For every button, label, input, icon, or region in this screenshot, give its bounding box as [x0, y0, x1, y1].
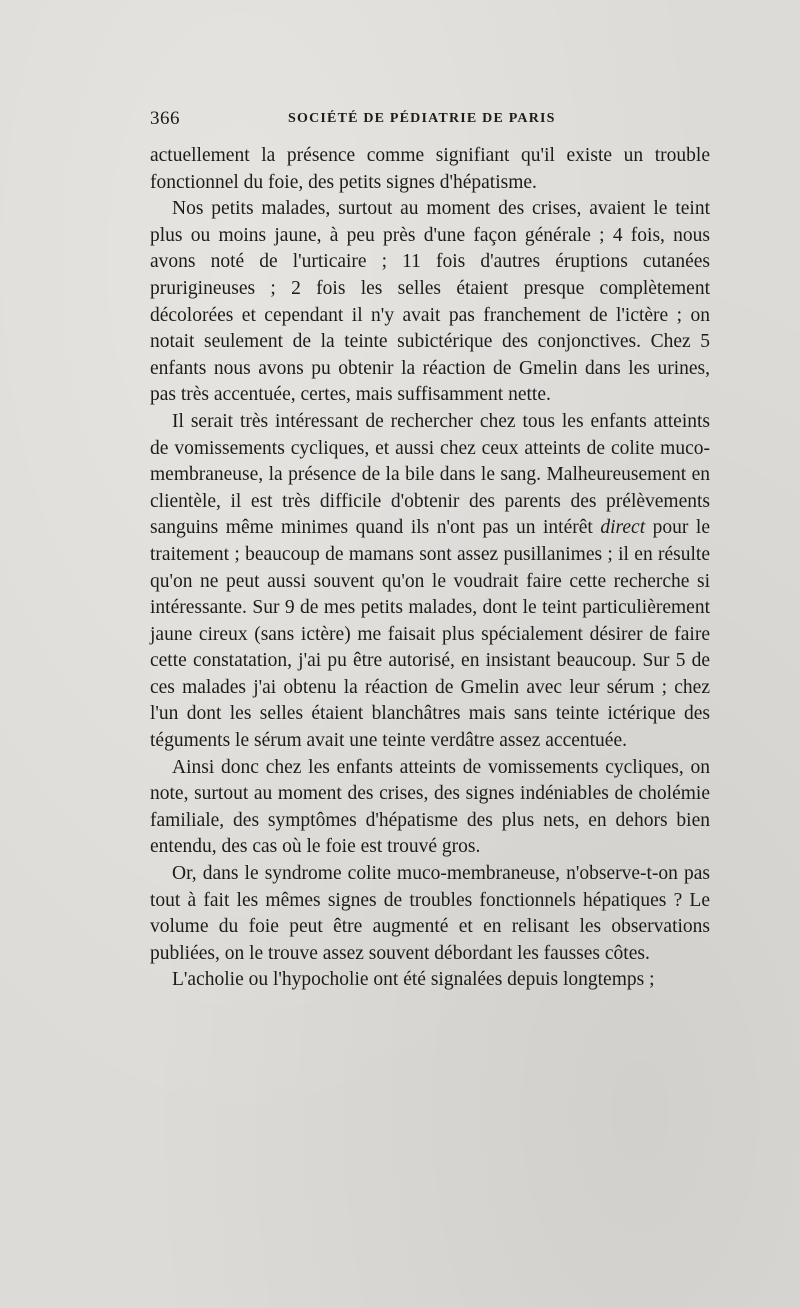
- paragraph-3-text-a: Il serait très intéressant de rechercher chez tous les enfants atteints de vomissements cycliques, et aussi chez ceux atteints de colite muco-membraneuse, la présence de la bile dans le sang. Malheureusement en clientèle, il est très difficile d'obtenir des parents des prélèvements sanguins même minimes quand ils n'ont pas un intérêt: [150, 410, 710, 539]
- page-header: [150, 108, 710, 132]
- paragraph-3-text-b: pour le traitement ; beaucoup de mamans sont assez pusillanimes ; il en résulte qu'on ne peut aussi souvent qu'on le voudrait faire cette recherche si intéressante. Sur 9 de mes petits malades, dont le teint particulièrement jaune cireux (sans ictère) me faisait plus spécialement désirer de faire cette constatation, j'ai pu être autorisé, en insistant beaucoup. Sur 5 de ces malades j'ai obtenu la réaction de Gmelin avec leur sérum ; chez l'un dont les selles étaient blanchâtres mais sans teinte ictérique des téguments le sérum avait une teinte verdâtre assez accentuée.: [150, 517, 710, 752]
- paragraph-5: Or, dans le syndrome colite muco-membraneuse, n'observe-t-on pas tout à fait les mêmes signes de troubles fonctionnels hépatiques ? Le volume du foie peut être augmenté et en relisant les observations publiées, on le trouve assez souvent débordant les fausses côtes.: [150, 863, 710, 964]
- paragraph-3: [150, 409, 710, 755]
- paragraph-4: Ainsi donc chez les enfants atteints de vomissements cycliques, on note, surtout au moment des crises, des signes indéniables de cholémie familiale, des symptômes d'hépatisme des plus nets, en dehors bien entendu, des cas où le foie est trouvé gros.: [150, 756, 710, 858]
- body-text: [150, 143, 710, 994]
- paragraph-6: L'acholie ou l'hypocholie ont été signalées depuis longtemps ;: [172, 969, 655, 991]
- running-title: SOCIÉTÉ DE PÉDIATRIE DE PARIS: [288, 111, 556, 126]
- paragraph-2: Nos petits malades, surtout au moment des crises, avaient le teint plus ou moins jaune, à peu près d'une façon générale ; 4 fois, nous avons noté de l'urticaire ; 11 fois d'autres éruptions cutanées prurigineuses ; 2 fois les selles étaient presque complètement décolorées et cependant il n'y avait pas franchement de l'ictère ; on notait seulement de la teinte subictérique des conjonctives. Chez 5 enfants nous avons pu obtenir la réaction de Gmelin dans les urines, pas très accentuée, certes, mais suffisamment nette.: [150, 198, 710, 406]
- page-number: 366: [150, 108, 180, 129]
- paragraph-1: actuellement la présence comme signifiant qu'il existe un trouble fonctionnel du foie, des petits signes d'hépatisme.: [150, 145, 710, 193]
- paragraph-3-italic: direct: [600, 517, 646, 539]
